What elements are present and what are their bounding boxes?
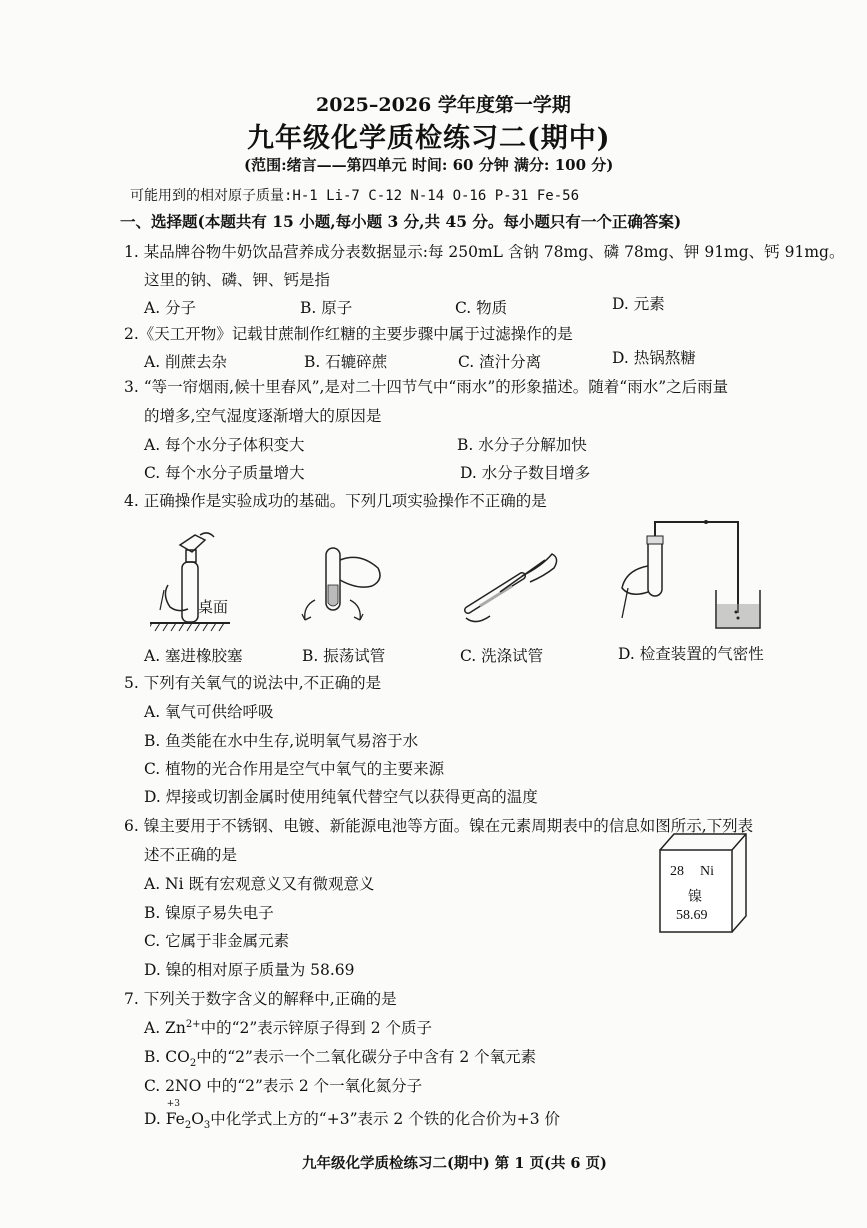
element-name: 镍 xyxy=(688,889,702,905)
q4-option-c: C. 洗涤试管 xyxy=(460,647,544,665)
q3-option-d: D. 水分子数目增多 xyxy=(460,464,591,482)
q3-option-c: C. 每个水分子质量增大 xyxy=(144,464,305,482)
q1-stem-2: 这里的钠、磷、钾、钙是指 xyxy=(144,271,331,289)
q6-option-a: A. Ni 既有宏观意义又有微观意义 xyxy=(144,875,375,893)
page-subtitle: (范围:绪言——第四单元 时间: 60 分钟 满分: 100 分) xyxy=(244,156,614,174)
figure-a-insert-stopper xyxy=(150,530,250,635)
q6-option-b: B. 镍原子易失电子 xyxy=(144,904,274,922)
q2-option-b: B. 石辘碎蔗 xyxy=(304,353,388,371)
q4-option-b: B. 振荡试管 xyxy=(302,647,386,665)
q3-option-b: B. 水分子分解加快 xyxy=(457,436,587,454)
q1-option-c: C. 物质 xyxy=(455,299,508,317)
q1-option-d: D. 元素 xyxy=(612,295,665,313)
figure-b-shake-tube xyxy=(300,540,400,630)
q7-option-a: A. $Zn^{2+}$中的“2”表示锌原子得到 2 个质子 xyxy=(144,1018,432,1037)
page-footer: 九年级化学质检练习二(期中) 第 1 页(共 6 页) xyxy=(302,1155,607,1172)
q6-option-c: C. 它属于非金属元素 xyxy=(144,932,290,950)
q7-option-d: D. +3 $Fe_2O_3$中化学式上方的“+3”表示 2 个铁的化合价为+3 价 xyxy=(144,1099,560,1132)
q3-stem-2: 的增多,空气湿度逐渐增大的原因是 xyxy=(144,407,382,425)
q5-option-a: A. 氧气可供给呼吸 xyxy=(144,703,274,721)
q4-option-d: D. 检查装置的气密性 xyxy=(618,645,764,663)
q6-stem: 6. 镍主要用于不锈钢、电镀、新能源电池等方面。镍在元素周期表中的信息如图所示,下列表 xyxy=(124,817,754,835)
figure-a-label: 桌面 xyxy=(198,598,229,616)
q2-option-c: C. 渣汁分离 xyxy=(458,353,542,371)
q5-stem: 5. 下列有关氧气的说法中,不正确的是 xyxy=(124,674,382,692)
q1-option-b: B. 原子 xyxy=(300,299,353,317)
section-heading: 一、选择题(本题共有 15 小题,每小题 3 分,共 45 分。每小题只有一个正确答案) xyxy=(120,212,682,231)
q3-option-a: A. 每个水分子体积变大 xyxy=(144,436,305,454)
q5-option-c: C. 植物的光合作用是空气中氧气的主要来源 xyxy=(144,760,445,778)
atomic-masses: 可能用到的相对原子质量:H-1 Li-7 C-12 N-14 O-16 P-31 Fe-56 xyxy=(130,188,580,204)
figure-d-airtightness xyxy=(618,518,768,633)
q1-option-a: A. 分子 xyxy=(144,299,197,317)
page-title: 九年级化学质检练习二(期中) xyxy=(247,123,611,154)
q2-stem: 2.《天工开物》记载甘蔗制作红糖的主要步骤中属于过滤操作的是 xyxy=(124,325,573,343)
q7-option-b: B. $CO_2$中的“2”表示一个二氧化碳分子中含有 2 个氧元素 xyxy=(144,1048,537,1070)
q1-stem: 1. 某品牌谷物牛奶饮品营养成分表数据显示:每 250mL 含钠 78mg、磷 78mg、钾 91mg、钙 91mg。 xyxy=(124,243,845,261)
q2-option-d: D. 热锅熬糖 xyxy=(612,349,696,367)
q3-stem: 3. “等一帘烟雨,候十里春风”,是对二十四节气中“雨水”的形象描述。随着“雨水”之后雨量 xyxy=(124,378,729,396)
q2-option-a: A. 削蔗去杂 xyxy=(144,353,228,371)
q7-stem: 7. 下列关于数字含义的解释中,正确的是 xyxy=(124,990,397,1008)
q6-stem-2: 述不正确的是 xyxy=(144,846,238,864)
q4-stem: 4. 正确操作是实验成功的基础。下列几项实验操作不正确的是 xyxy=(124,492,547,510)
figure-c-wash-tube xyxy=(460,548,570,628)
q4-option-a: A. 塞进橡胶塞 xyxy=(144,647,243,665)
q6-option-d: D. 镍的相对原子质量为 58.69 xyxy=(144,961,355,979)
q5-option-b: B. 鱼类能在水中生存,说明氧气易溶于水 xyxy=(144,732,419,750)
year-line: 2025–2026 学年度第一学期 xyxy=(316,94,571,116)
element-number: 28 xyxy=(670,864,684,879)
q7-option-c: C. 2NO 中的“2”表示 2 个一氧化氮分子 xyxy=(144,1077,423,1095)
element-mass: 58.69 xyxy=(676,908,708,923)
element-symbol: Ni xyxy=(700,864,714,879)
q5-option-d: D. 焊接或切割金属时使用纯氧代替空气以获得更高的温度 xyxy=(144,788,538,806)
